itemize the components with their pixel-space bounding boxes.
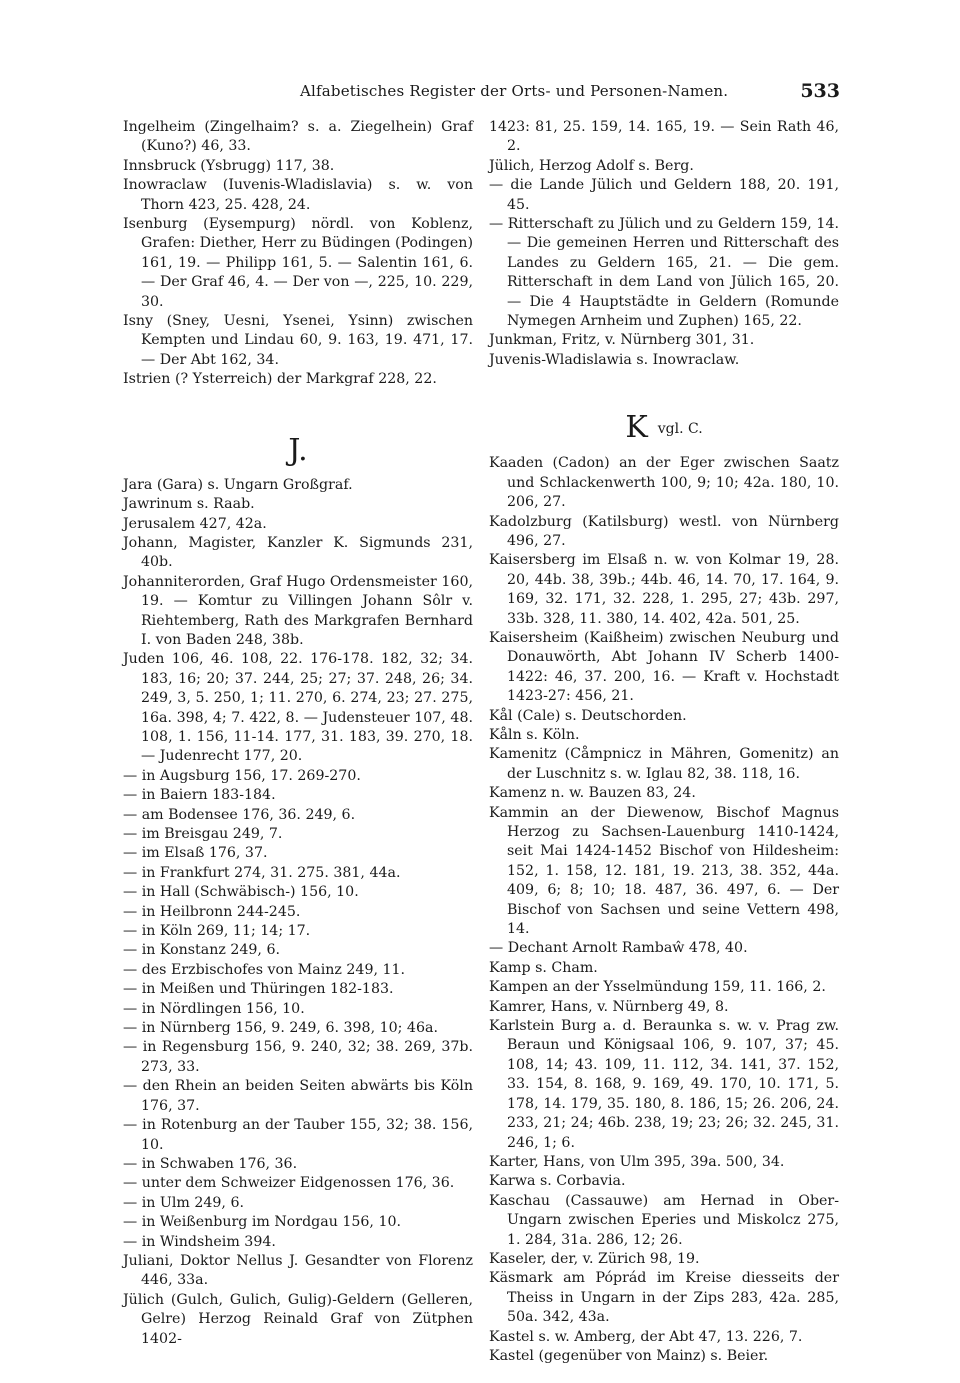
index-entry: Kaisersheim (Kaißheim) zwischen Neuburg und Donauwörth, Abt Johann IV Scherb 1400-1422: 46, 37. 200, 16. — Kraft v. Hochstadt 1423-27: 456, 21. bbox=[489, 629, 839, 705]
index-entry: Jawrinum s. Raab. bbox=[123, 496, 255, 513]
index-entry: — in Schwaben 176, 36. bbox=[123, 1155, 298, 1172]
section-heading-j bbox=[123, 434, 473, 468]
index-entry: Juden 106, 46. 108, 22. 176-178. 182, 32; 34. 183, 16; 20; 37. 244, 25; 27; 37. 248, 26; 34. 249, 3, 5. 250, 1; 11. 270, 6. 274, 23; 27. 275, 16a. 398, 4; 7. 422, 8. — Judensteuer 107, 48. 108, 1. 156, 11-14. 177, 31. 183, 39. 270, 18. — Judenrecht 177, 20. bbox=[123, 651, 473, 765]
page-header bbox=[300, 82, 840, 104]
index-entry: Kastel s. w. Amberg, der Abt 47, 13. 226, 7. bbox=[489, 1328, 803, 1345]
section-letter-j: J. bbox=[288, 432, 308, 468]
index-entry: — unter dem Schweizer Eidgenossen 176, 36. bbox=[123, 1175, 455, 1192]
index-entry: — in Weißenburg im Nordgau 156, 10. bbox=[123, 1214, 402, 1231]
index-entry: — in Regensburg 156, 9. 240, 32; 38. 269, 37b. 273, 33. bbox=[123, 1039, 473, 1075]
index-entry: Ingelheim (Zingelhaim? s. a. Ziegelhein) Graf (Kuno?) 46, 33. bbox=[123, 119, 473, 155]
index-entry: — Dechant Arnolt Rambaŵ 478, 40. bbox=[489, 940, 748, 957]
index-entry: Kamrer, Hans, v. Nürnberg 49, 8. bbox=[489, 998, 729, 1015]
index-entry: Johann, Magister, Kanzler K. Sigmunds 231, 40b. bbox=[123, 534, 473, 571]
index-entry: Junkman, Fritz, v. Nürnberg 301, 31. bbox=[489, 332, 755, 349]
index-entry: Juvenis-Wladislawia s. Inowraclaw. bbox=[489, 351, 740, 368]
index-entry: — in Meißen und Thüringen 182-183. bbox=[123, 981, 394, 998]
index-entry: Kamenitz (Cåmpnicz in Mähren, Gomenitz) an der Luschnitz s. w. Iglau 82, 38. 118, 16. bbox=[489, 746, 839, 782]
index-entry: Inowraclaw (Iuvenis-Wladislavia) s. w. von Thorn 423, 25. 428, 24. bbox=[123, 177, 473, 213]
index-entry: — die Lande Jülich und Geldern 188, 20. 191, 45. bbox=[489, 177, 839, 213]
index-entry: Kamp s. Cham. bbox=[489, 959, 598, 976]
index-entry: — in Frankfurt 274, 31. 275. 381, 44a. bbox=[123, 864, 401, 881]
index-entry: Isny (Sney, Uesni, Ysenei, Ysinn) zwischen Kempten und Lindau 60, 9. 163, 19. 471, 17. — Der Abt 162, 34. bbox=[123, 313, 473, 368]
index-entry: Jülich (Gulch, Gulich, Gulig)-Geldern (Gelleren, Gelre) Herzog Reinald Graf von Zütphen 1402- bbox=[123, 1291, 473, 1347]
index-entry: — in Hall (Schwäbisch-) 156, 10. bbox=[123, 884, 359, 901]
index-entry: — in Köln 269, 11; 14; 17. bbox=[123, 923, 311, 940]
left-column bbox=[123, 118, 473, 1349]
index-entry: — den Rhein an beiden Seiten abwärts bis Köln 176, 37. bbox=[123, 1078, 473, 1114]
index-entry: Innsbruck (Ysbrugg) 117, 38. bbox=[123, 157, 335, 174]
right-entries-j bbox=[489, 118, 839, 370]
right-entries-k bbox=[489, 454, 839, 1366]
index-entry: Kål (Cale) s. Deutschorden. bbox=[489, 707, 687, 724]
index-entry: — in Baiern 183-184. bbox=[123, 787, 276, 804]
index-entry: — im Breisgau 249, 7. bbox=[123, 826, 283, 842]
index-entry: Karlstein Burg a. d. Beraunka s. w. v. Prag zw. Beraun und Königsaal 106, 9. 107, 37; 45. 108, 14; 43. 109, 11. 112, 34. 141, 37. 152, 33. 154, 8. 168, 9. 169, 49. 170, 10. 171, 5. 178, 14. 179, 35. 180, 8. 186, 15; 26. 206, 24. 233, 21; 24; 46b. 238, 19; 23; 26; 32. 245, 31. 246, 1; 6. bbox=[489, 1018, 839, 1151]
index-entry: Jülich, Herzog Adolf s. Berg. bbox=[489, 157, 694, 174]
index-entry: — in Heilbronn 244-245. bbox=[123, 903, 301, 920]
index-entry: — in Augsburg 156, 17. 269-270. bbox=[123, 767, 361, 784]
index-entry: — Ritterschaft zu Jülich und zu Geldern 159, 14. — Die gemeinen Herren und Ritterschaft des Landes zu Geldern 165, 21. — Die gem. Ritterschaft in dem Land von Jülich 165, 20. — Die 4 Hauptstädte in Geldern (Romunde Nymegen Arnheim und Zuphen) 165, 22. bbox=[489, 216, 839, 330]
index-entry: — in Windsheim 394. bbox=[123, 1233, 276, 1250]
index-entry: Kaisersberg im Elsaß n. w. von Kolmar 19, 28. 20, 44b. 38, 39b.; 44b. 46, 14. 70, 17. 164, 9. 169, 32. 171, 32. 228, 1. 295, 27; 43b. 297, 33b. 328, 11. 380, 14. 402, 42a. 501, 25. bbox=[489, 552, 839, 627]
index-entry: Kaseler, der, v. Zürich 98, 19. bbox=[489, 1250, 700, 1267]
index-entry: — des Erzbischofes von Mainz 249, 11. bbox=[123, 961, 406, 978]
left-entries-i bbox=[123, 118, 473, 390]
index-entry: Kampen an der Ysselmündung 159, 11. 166, 2. bbox=[489, 979, 826, 996]
index-entry: — im Elsaß 176, 37. bbox=[123, 845, 268, 862]
index-entry: Jara (Gara) s. Ungarn Großgraf. bbox=[123, 476, 353, 493]
index-entry: — in Nürnberg 156, 9. 249, 6. 398, 10; 46a. bbox=[123, 1020, 438, 1037]
index-entry: Kaschau (Cassauwe) am Hernad in Ober-Ungarn zwischen Eperies und Miskolcz 275, 1. 284, 31a. 286, 12; 26. bbox=[489, 1192, 839, 1248]
section-heading-k bbox=[489, 411, 839, 446]
index-entry: Kammin an der Diewenow, Bischof Magnus Herzog zu Sachsen-Lauenburg 1410-1424, seit Mai 1424-1452 Bischof von Hildesheim: 152, 1. 158, 12. 181, 19. 213, 38. 352, 44a. 409, 6; 8; 10; 18. 487, 36. 497, 6. — Der Bischof von Sachsen und seine Vettern 498, 14. bbox=[489, 804, 839, 938]
index-entry: Istrien (? Ysterreich) der Markgraf 228, 22. bbox=[123, 371, 437, 388]
left-entries-j bbox=[123, 476, 473, 1349]
index-entry: Isenburg (Eysempurg) nördl. von Koblenz, Grafen: Diether, Herr zu Büdingen (Podingen) 161, 19. — Philipp 161, 5. — Salentin 161, 6. — Der Graf 46, 4. — Der von —, 225, 10. 229, 30. bbox=[123, 216, 473, 310]
index-entry: Kaaden (Cadon) an der Eger zwischen Saatz und Schlackenwerth 100, 9; 10; 42a. 180, 10. 206, 27. bbox=[489, 455, 839, 511]
index-entry: Karter, Hans, von Ulm 395, 39a. 500, 34. bbox=[489, 1153, 785, 1170]
index-entry: Juliani, Doktor Nellus J. Gesandter von Florenz 446, 33a. bbox=[123, 1252, 473, 1289]
index-entry: — in Nördlingen 156, 10. bbox=[123, 1000, 305, 1017]
index-entry: — in Rotenburg an der Tauber 155, 32; 38. 156, 10. bbox=[123, 1117, 473, 1153]
section-letter-k: K bbox=[625, 410, 648, 446]
index-entry: Jerusalem 427, 42a. bbox=[123, 515, 267, 532]
index-entry: — am Bodensee 176, 36. 249, 6. bbox=[123, 806, 356, 823]
index-entry: Kåln s. Köln. bbox=[489, 726, 580, 743]
index-entry: — in Ulm 249, 6. bbox=[123, 1194, 244, 1211]
index-entry: Karwa s. Corbavia. bbox=[489, 1173, 626, 1190]
index-entry: Käsmark am Póprád im Kreise diesseits der Theiss in Ungarn in der Zips 283, 42a. 285, 50a. 342, 43a. bbox=[489, 1270, 839, 1326]
running-title: Alfabetisches Register der Orts- und Personen-Namen. bbox=[300, 82, 729, 100]
index-entry: Johanniterorden, Graf Hugo Ordensmeister 160, 19. — Komtur zu Villingen Johann Sôlr v. Riehtemberg, Rath des Markgrafen Bernhard I. von Baden 248, 38b. bbox=[123, 573, 473, 648]
index-entry: Kadolzburg (Katilsburg) westl. von Nürnberg 496, 27. bbox=[489, 513, 839, 549]
section-letter-note: vgl. C. bbox=[657, 421, 703, 438]
page-number: 533 bbox=[800, 80, 840, 102]
index-entry: Kastel (gegenüber von Mainz) s. Beier. bbox=[489, 1347, 769, 1364]
right-column bbox=[489, 118, 839, 1366]
index-entry: 1423: 81, 25. 159, 14. 165, 19. — Sein Rath 46, 2. bbox=[489, 119, 839, 155]
index-entry: Kamenz n. w. Bauzen 83, 24. bbox=[489, 785, 696, 802]
index-entry: — in Konstanz 249, 6. bbox=[123, 942, 280, 959]
